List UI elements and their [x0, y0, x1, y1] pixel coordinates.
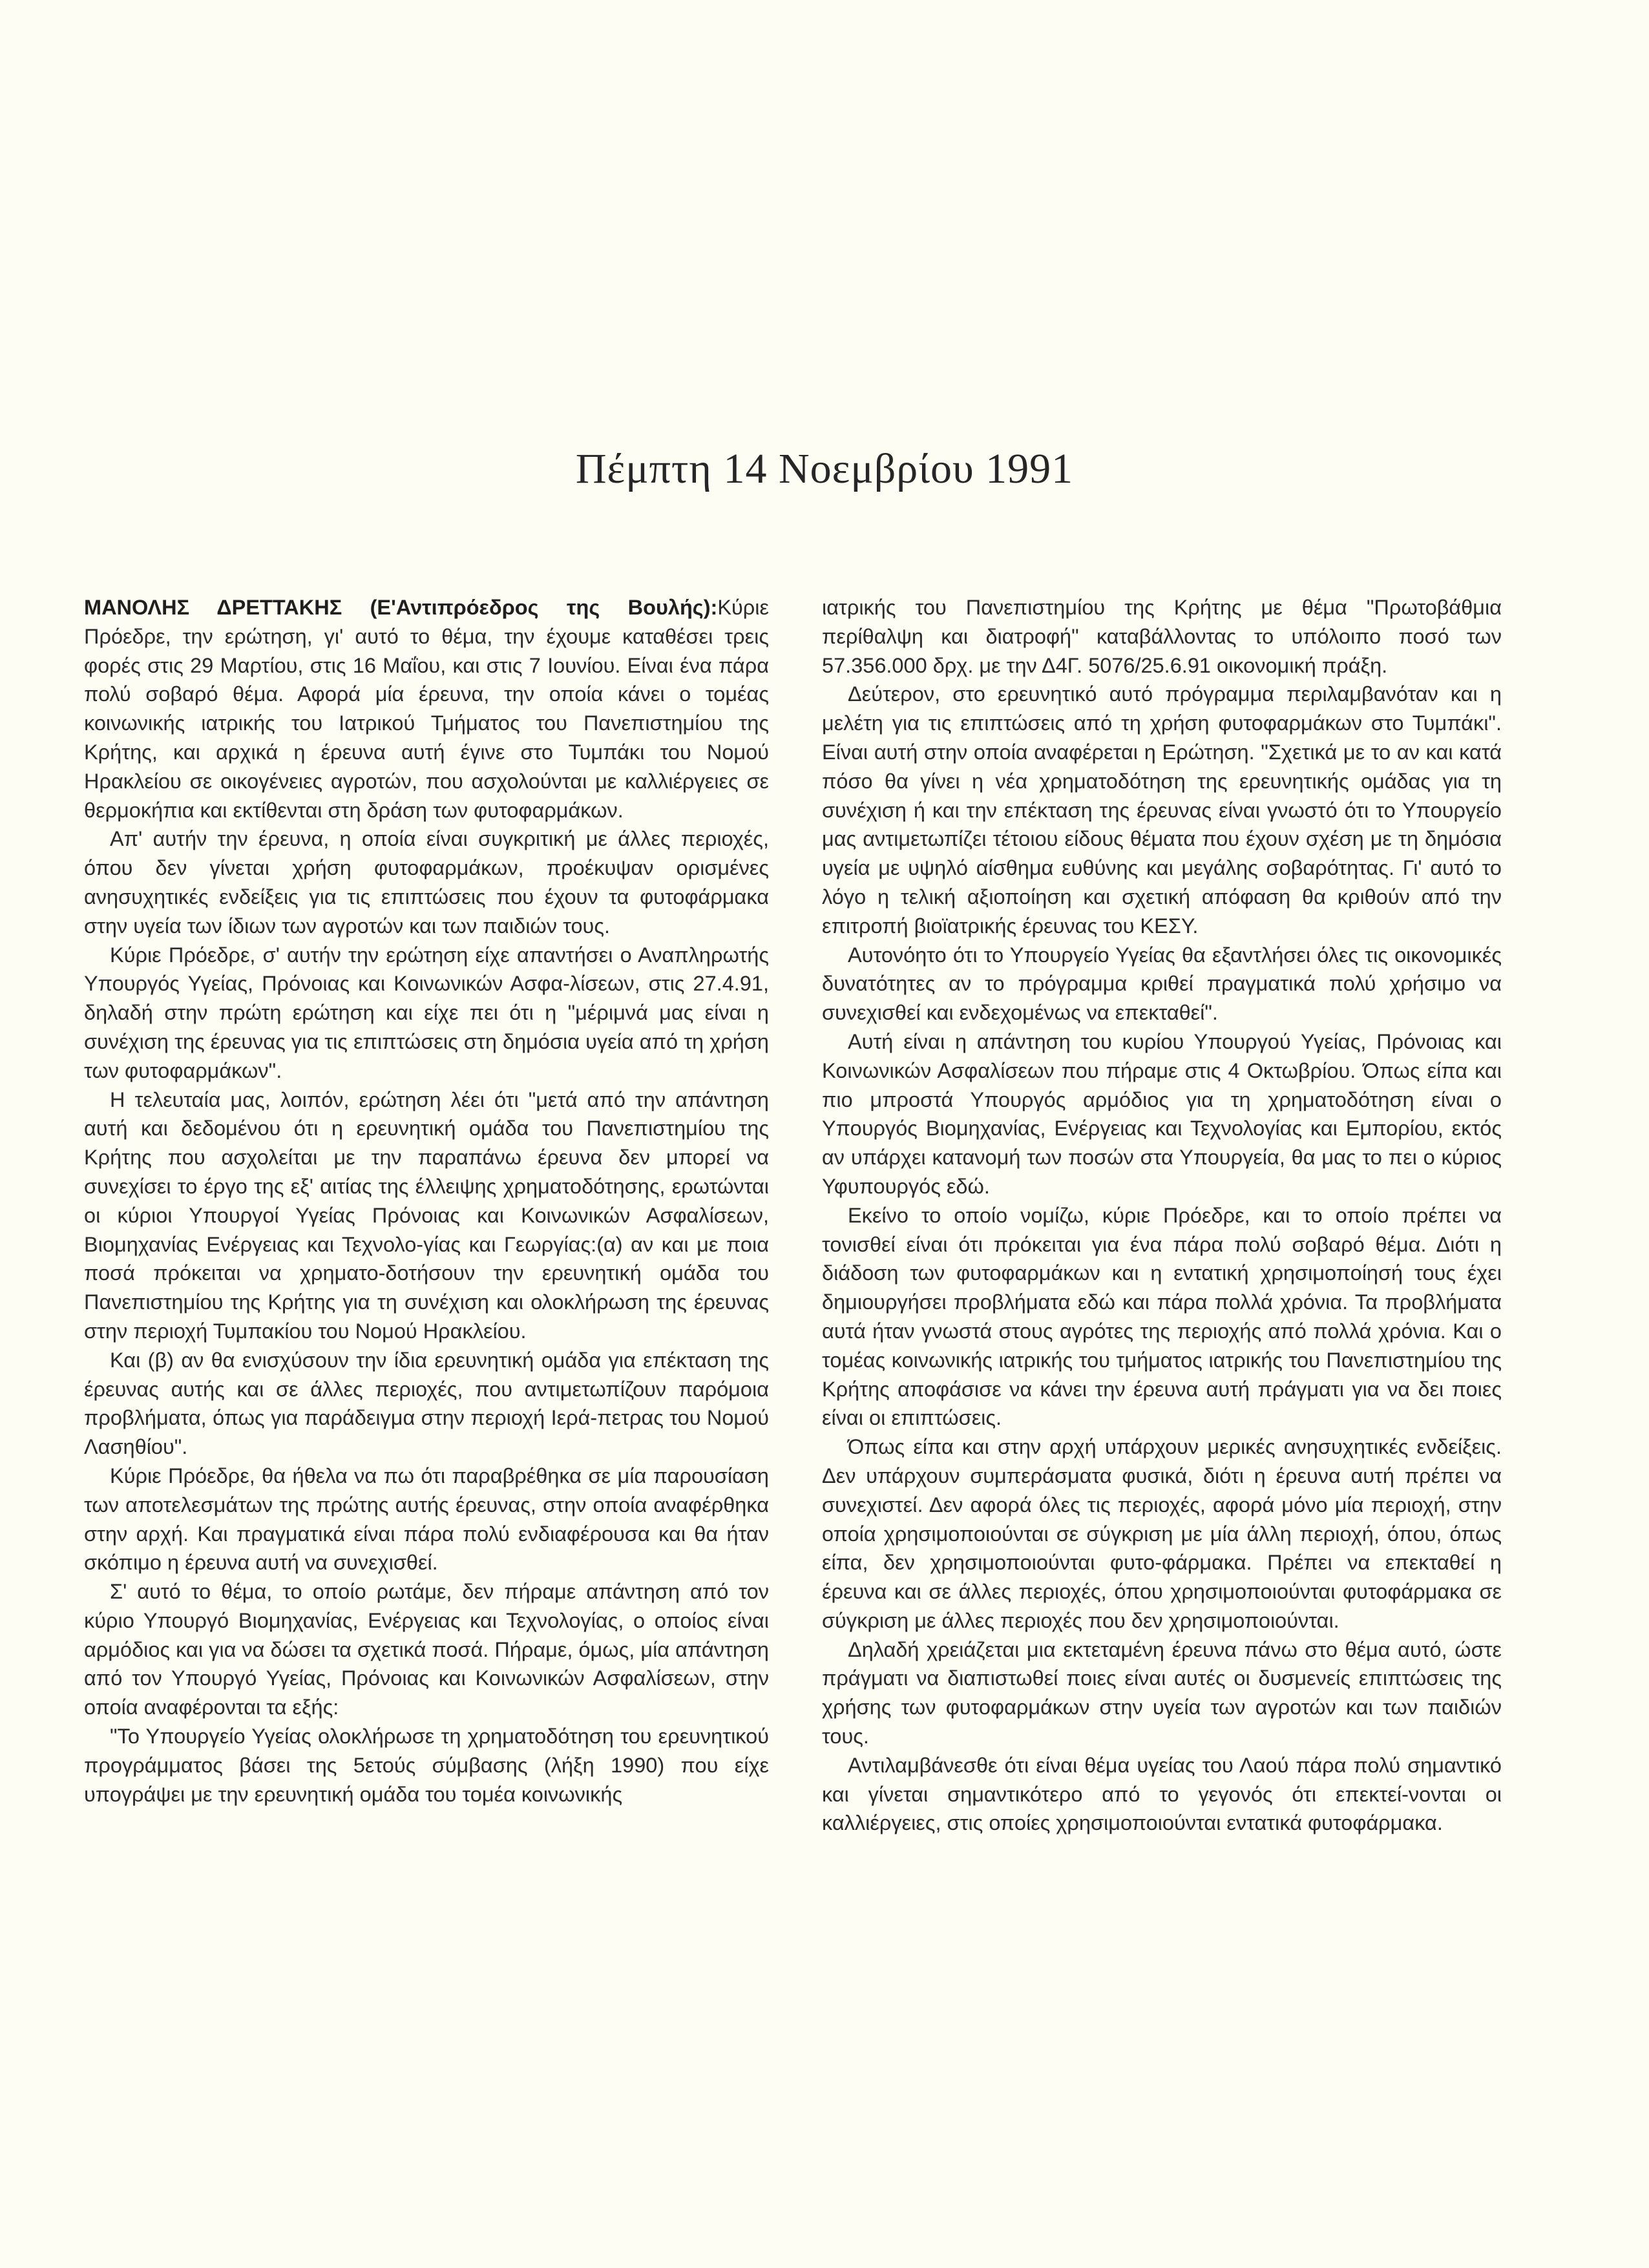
- right-column: [822, 593, 1502, 1838]
- speech-paragraph: Κύριε Πρόεδρε, θα ήθελα να πω ότι παραβρέθηκα σε μία παρουσίαση των αποτελεσμάτων της πρώτης αυτής έρευνας, στην οποία αναφέρθηκα στην αρχή. Και πραγματικά είναι πάρα πολύ ενδιαφέρουσα και θα ήταν σκόπιμο η έρευνα αυτή να συνεχισθεί.: [84, 1464, 769, 1575]
- left-column: [84, 593, 769, 1809]
- speech-paragraph: Και (β) αν θα ενισχύσουν την ίδια ερευνητική ομάδα για επέκταση της έρευνας αυτής και σε άλλες περιοχές, που αντιμετωπίζουν παρόμοια προβλήματα, όπως για παράδειγμα στην περιοχή Ιερά-πετρας του Νομού Λασηθίου".: [84, 1348, 769, 1459]
- speech-paragraph: [84, 593, 769, 824]
- speech-paragraph: ιατρικής του Πανεπιστημίου της Κρήτης με θέμα "Πρωτοβάθμια περίθαλψη και διατροφή" καταβάλλοντας το υπόλοιπο ποσό των 57.356.000 δρχ. με την Δ4Γ. 5076/25.6.91 οικονομική πράξη.: [822, 596, 1502, 677]
- speech-paragraph: Εκείνο το οποίο νομίζω, κύριε Πρόεδρε, και το οποίο πρέπει να τονισθεί είναι ότι πρόκειται για ένα πάρα πολύ σοβαρό θέμα. Διότι η διάδοση των φυτοφαρμάκων και η εντατική χρησιμοποίησή τους έχει δημιουργήσει προβλήματα εδώ και πάρα πολλά χρόνια. Τα προβλήματα αυτά ήταν γνωστά στους αγρότες της περιοχής από πολλά χρόνια. Και ο τομέας κοινωνικής ιατρικής του τμήματος ιατρικής του Πανεπιστημίου της Κρήτης αποφάσισε να κάνει την έρευνα αυτή πράγματι για να δει ποιες είναι οι επιπτώσεις.: [822, 1203, 1502, 1430]
- speech-paragraph: Σ' αυτό το θέμα, το οποίο ρωτάμε, δεν πήραμε απάντηση από τον κύριο Υπουργό Βιομηχανίας, Ενέργειας και Τεχνολογίας, ο οποίος είναι αρμόδιος και για να δώσει τα σχετικά ποσά. Πήραμε, όμως, μία απάντηση από τον Υπουργό Υγείας, Πρόνοιας και Κοινωνικών Ασφαλίσεων, στην οποία αναφέρονται τα εξής:: [84, 1580, 769, 1719]
- speech-paragraph: Δηλαδή χρειάζεται μια εκτεταμένη έρευνα πάνω στο θέμα αυτό, ώστε πράγματι να διαπιστωθεί ποιες είναι αυτές οι δυσμενείς επιπτώσεις της χρήσης των φυτοφαρμάκων στην υγεία των αγροτών και των παιδιών τους.: [822, 1637, 1502, 1748]
- speech-paragraph: Αυτή είναι η απάντηση του κυρίου Υπουργού Υγείας, Πρόνοιας και Κοινωνικών Ασφαλίσεων που πήραμε στις 4 Οκτωβρίου. Όπως είπα και πιο μπροστά Υπουργός αρμόδιος για τη χρηματοδότηση είναι ο Υπουργός Βιομηχανίας, Ενέργειας και Τεχνολογίας και Εμπορίου, εκτός αν υπάρχει κατανομή των ποσών στα Υπουργεία, θα μας το πει ο κύριος Υφυπουργός εδώ.: [822, 1029, 1502, 1198]
- speech-paragraph: Όπως είπα και στην αρχή υπάρχουν μερικές ανησυχητικές ενδείξεις. Δεν υπάρχουν συμπεράσματα φυσικά, διότι η έρευνα αυτή πρέπει να συνεχιστεί. Δεν αφορά όλες τις περιοχές, αφορά μόνο μία περιοχή, στην οποία χρησιμοποιούνται σε σύγκριση με μία άλλη περιοχή, όπου, όπως είπα, δεν χρησιμοποιούνται φυτο-φάρμακα. Πρέπει να επεκταθεί η έρευνα και σε άλλες περιοχές, όπου χρησιμοποιούνται φυτοφάρμακα σε σύγκριση με άλλες περιοχές που δεν χρησιμοποιούνται.: [822, 1435, 1502, 1632]
- page-date-heading: Πέμπτη 14 Νοεμβρίου 1991: [575, 445, 1074, 492]
- speaker-name: ΜΑΝΟΛΗΣ ΔΡΕΤΤΑΚΗΣ (Ε'Αντιπρόεδρος της Βουλής):: [84, 596, 718, 619]
- speech-paragraph: Κύριε Πρόεδρε, σ' αυτήν την ερώτηση είχε απαντήσει ο Αναπληρωτής Υπουργός Υγείας, Πρόνοιας και Κοινωνικών Ασφα-λίσεων, στις 27.4.91, δηλαδή στην πρώτη ερώτηση και είχε πει ότι η "μέριμνά μας είναι η συνέχιση της έρευνας για τις επιπτώσεις στη δημόσια υγεία από τη χρήση των φυτοφαρμάκων".: [84, 943, 769, 1082]
- speech-paragraph: Δεύτερον, στο ερευνητικό αυτό πρόγραμμα περιλαμβανόταν και η μελέτη για τις επιπτώσεις από τη χρήση φυτοφαρμάκων στο Τυμπάκι". Είναι αυτή στην οποία αναφέρεται η Ερώτηση. "Σχετικά με το αν και κατά πόσο θα γίνει η νέα χρηματοδότηση της ερευνητικής ομάδας για τη συνέχιση ή και την επέκταση της έρευνας είναι γνωστό ότι το Υπουργείο μας αντιμετωπίζει τέτοιου είδους θέματα που έχουν σχέση με τη δημόσια υγεία με υψηλό αίσθημα ευθύνης και μεγάλης σοβαρότητας. Γι' αυτό το λόγο η τελική αξιοποίηση και σχετική απόφαση θα κριθούν από την επιτροπή βιοϊατρικής έρευνας του ΚΕΣΥ.: [822, 682, 1502, 938]
- speech-paragraph: Αντιλαμβάνεσθε ότι είναι θέμα υγείας του Λαού πάρα πολύ σημαντικό και γίνεται σημαντικότερο από το γεγονός ότι επεκτεί-νονται οι καλλιέργειες, στις οποίες χρησιμοποιούνται εντατικά φυτοφάρμακα.: [822, 1753, 1502, 1835]
- speech-paragraph: Αυτονόητο ότι το Υπουργείο Υγείας θα εξαντλήσει όλες τις οικονομικές δυνατότητες αν το πρόγραμμα κριθεί πραγματικά πολύ χρήσιμο να συνεχισθεί και ενδεχομένως να επεκταθεί".: [822, 943, 1502, 1025]
- speech-paragraph: "Το Υπουργείο Υγείας ολοκλήρωσε τη χρηματοδότηση του ερευνητικού προγράμματος βάσει της 5ετούς σύμβασης (λήξη 1990) που είχε υπογράψει με την ερευνητική ομάδα του τομέα κοινωνικής: [84, 1725, 769, 1806]
- paragraph-text: Κύριε Πρόεδρε, την ερώτηση, γι' αυτό το θέμα, την έχουμε καταθέσει τρεις φορές στις 29 Μαρτίου, στις 16 Μαΐου, και στις 7 Ιουνίου. Είναι ένα πάρα πολύ σοβαρό θέμα. Αφορά μία έρευνα, την οποία κάνει ο τομέας κοινωνικής ιατρικής του Ιατρικού Τμήματος του Πανεπιστημίου της Κρήτης, και αρχικά η έρευνα αυτή έγινε στο Τυμπάκι του Νομού Ηρακλείου σε οικογένειες αγροτών, που ασχολούνται με καλλιέργειες σε θερμοκήπια και εκτίθενται στη δράση των φυτοφαρμάκων.: [84, 596, 769, 822]
- speech-paragraph: Απ' αυτήν την έρευνα, η οποία είναι συγκριτική με άλλες περιοχές, όπου δεν γίνεται χρήση φυτοφαρμάκων, προέκυψαν ορισμένες ανησυχητικές ενδείξεις για τις επιπτώσεις που έχουν τα φυτοφάρμακα στην υγεία των ίδιων των αγροτών και των παιδιών τους.: [84, 827, 769, 938]
- speech-paragraph: Η τελευταία μας, λοιπόν, ερώτηση λέει ότι "μετά από την απάντηση αυτή και δεδομένου ότι η ερευνητική ομάδα του Πανεπιστημίου της Κρήτης που ασχολείται με την παραπάνω έρευνα δεν μπορεί να συνεχίσει το έργο της εξ' αιτίας της έλλειψης χρηματοδότησης, ερωτώνται οι κύριοι Υπουργοί Υγείας Πρόνοιας και Κοινωνικών Ασφαλίσεων, Βιομηχανίας Ενέργειας και Τεχνολο-γίας και Γεωργίας:(α) αν και με ποια ποσά πρόκειται να χρηματο-δοτήσουν την ερευνητική ομάδα του Πανεπιστημίου της Κρήτης για τη συνέχιση και ολοκλήρωση της έρευνας στην περιοχή Τυμπακίου του Νομού Ηρακλείου.: [84, 1087, 769, 1343]
